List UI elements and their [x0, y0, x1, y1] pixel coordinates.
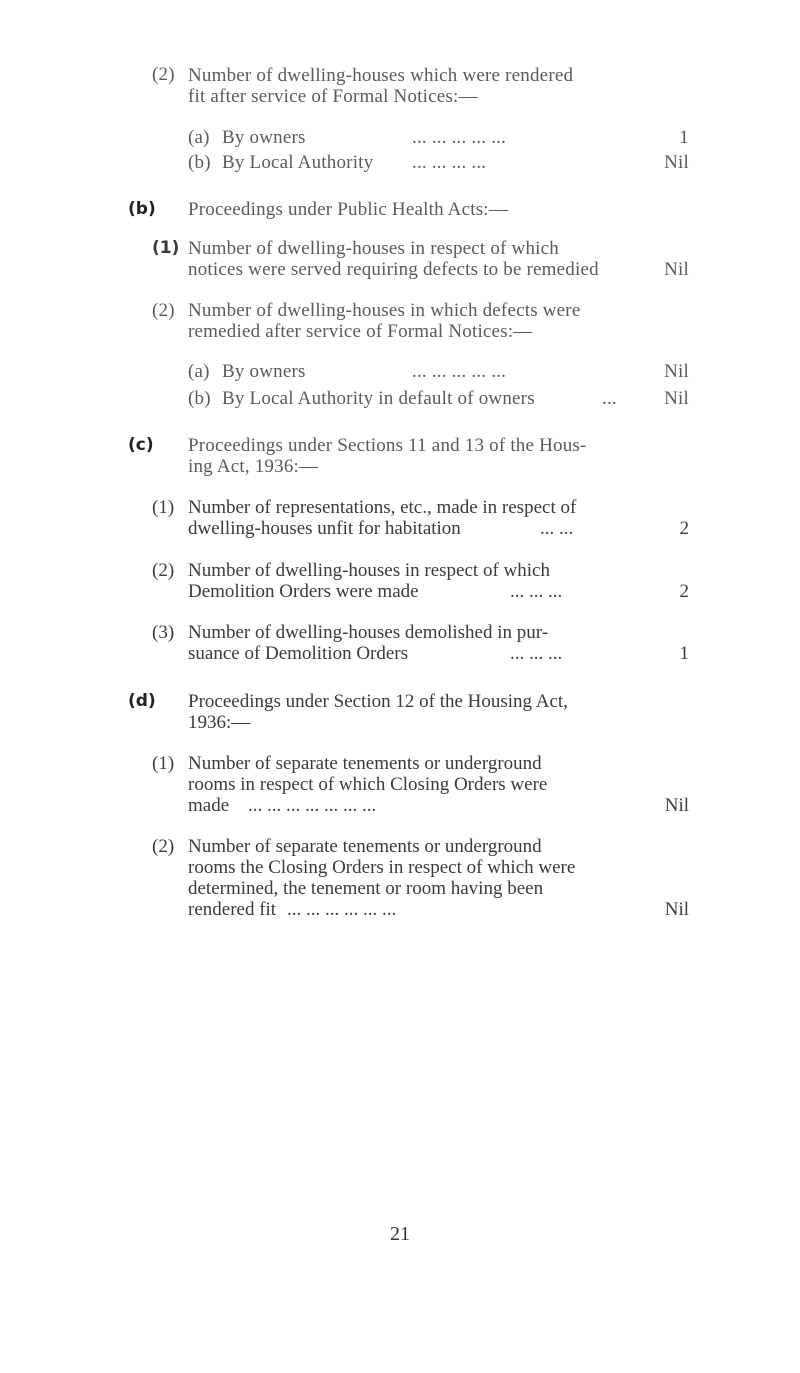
sub-item-number: (b) — [188, 152, 211, 173]
section-heading: Proceedings under Sections 11 and 13 of the Hous- ing Act, 1936:— — [188, 435, 587, 477]
item-text: Number of dwelling-houses which were rendered fit after service of Formal Notices:— — [188, 65, 574, 107]
item-value: 1 — [679, 643, 689, 664]
section-label: (d) — [128, 691, 156, 711]
item-value: Nil — [664, 361, 689, 382]
item-number: (2) — [152, 560, 175, 581]
item-number: (1) — [152, 238, 180, 258]
item-value: 2 — [679, 518, 689, 539]
item-value: Nil — [664, 259, 689, 280]
section-label: (b) — [128, 199, 156, 219]
item-value: Nil — [664, 795, 689, 816]
leader-dots: ... ... — [540, 518, 574, 539]
leader-dots: ... ... ... ... — [412, 152, 487, 173]
sub-item-text: By Local Authority — [222, 152, 374, 173]
leader-dots: ... — [602, 388, 617, 409]
item-number: (2) — [152, 64, 175, 85]
section-label: (c) — [128, 435, 154, 455]
item-value: Nil — [664, 388, 689, 409]
leader-dots: ... ... ... ... ... — [412, 361, 507, 382]
sub-item-number: (a) — [188, 361, 210, 382]
section-heading: Proceedings under Public Health Acts:— — [188, 199, 508, 220]
page-number: 21 — [390, 1223, 410, 1245]
leader-dots: ... ... ... ... ... — [412, 127, 507, 148]
sub-item-text: By Local Authority in default of owners — [222, 388, 535, 409]
item-number: (3) — [152, 622, 175, 643]
section-heading: Proceedings under Section 12 of the Housing Act, 1936:— — [188, 691, 568, 733]
item-text: Number of dwelling-houses in which defects were remedied after service of Formal Notices:— — [188, 300, 581, 342]
item-text: Number of dwelling-houses in respect of which Demolition Orders were made — [188, 560, 550, 602]
item-text: Number of separate tenements or underground rooms the Closing Orders in respect of which were determined, the tenement or room having been rendered fit — [188, 836, 576, 920]
item-text: Number of dwelling-houses demolished in pur- suance of Demolition Orders — [188, 622, 549, 664]
item-text: Number of separate tenements or underground rooms in respect of which Closing Orders were made — [188, 753, 548, 816]
sub-item-text: By owners — [222, 361, 306, 382]
item-text: Number of representations, etc., made in respect of dwelling-houses unfit for habitation — [188, 497, 577, 539]
item-value: Nil — [664, 152, 689, 173]
item-number: (1) — [152, 753, 175, 774]
sub-item-number: (a) — [188, 127, 210, 148]
item-number: (2) — [152, 300, 175, 321]
item-number: (2) — [152, 836, 175, 857]
item-text: Number of dwelling-houses in respect of which notices were served requiring defects to be remedied — [188, 238, 599, 280]
leader-dots: ... ... ... ... ... ... — [287, 899, 397, 920]
item-value: Nil — [664, 899, 689, 920]
leader-dots: ... ... ... ... ... ... ... — [248, 795, 377, 816]
sub-item-number: (b) — [188, 388, 211, 409]
item-number: (1) — [152, 497, 175, 518]
item-value: 2 — [679, 581, 689, 602]
leader-dots: ... ... ... — [510, 581, 563, 602]
leader-dots: ... ... ... — [510, 643, 563, 664]
sub-item-text: By owners — [222, 127, 306, 148]
item-value: 1 — [679, 127, 689, 148]
